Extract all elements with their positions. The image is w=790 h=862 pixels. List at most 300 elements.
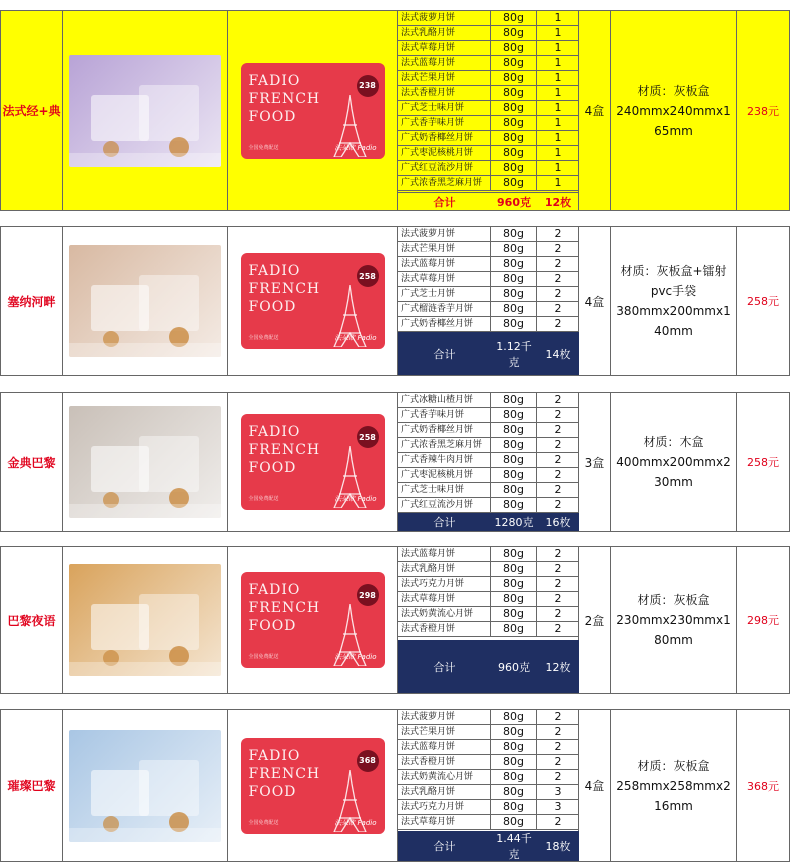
table-row [398, 287, 579, 302]
item-weight: 80g [491, 26, 537, 40]
product-photo [69, 55, 221, 167]
card-price-badge: 368 [357, 750, 379, 772]
product-row [0, 226, 790, 376]
card-footer: 全国免费配送 [248, 496, 279, 502]
card-brand-line: FRENCH [248, 90, 321, 107]
item-qty: 2 [554, 302, 562, 315]
item-qty: 2 [554, 710, 562, 723]
box-count: 2盒 [584, 613, 605, 628]
price-cell [737, 393, 790, 531]
gift-card-cell [228, 227, 398, 375]
table-row [398, 86, 579, 101]
material-text [615, 590, 732, 650]
table-row [398, 423, 579, 438]
item-qty: 3 [554, 785, 562, 798]
table-row [398, 393, 579, 408]
item-weight: 80g [491, 800, 537, 814]
table-row [398, 547, 579, 562]
product-name: 金典巴黎 [7, 455, 56, 470]
material-cell [611, 11, 737, 210]
item-weight: 80g [491, 592, 537, 606]
item-qty: 1 [554, 131, 562, 144]
item-weight: 80g [491, 577, 537, 591]
price-cell [737, 547, 790, 693]
item-name: 法式奶黄流心月饼 [398, 770, 491, 784]
item-name: 法式乳酪月饼 [398, 26, 491, 40]
item-weight: 80g [491, 317, 537, 331]
product-name: 巴黎夜语 [7, 613, 56, 628]
item-weight: 80g [491, 498, 537, 512]
card-brand-line: FOOD [248, 299, 297, 315]
item-name: 法式乳酪月饼 [398, 785, 491, 799]
item-weight: 80g [491, 287, 537, 301]
card-brand-line: FADIO [248, 424, 301, 440]
product-name-cell [0, 11, 63, 210]
item-name: 法式巧克力月饼 [398, 577, 491, 591]
item-qty: 2 [554, 547, 562, 560]
product-photo-cell [63, 393, 228, 531]
item-weight: 80g [491, 710, 537, 724]
total-weight: 960克 [498, 660, 530, 674]
card-footer: 全国免费配送 [248, 654, 279, 660]
item-name: 广式芝士味月饼 [398, 101, 491, 115]
item-weight: 80g [491, 56, 537, 70]
card-brand-line: FADIO [248, 72, 301, 89]
gift-card-cell [228, 710, 398, 861]
item-name: 法式草莓月饼 [398, 592, 491, 606]
item-weight: 80g [491, 116, 537, 130]
card-brand [249, 72, 321, 126]
items-table [398, 227, 579, 375]
card-price-badge: 258 [357, 426, 379, 448]
product-name-cell [0, 227, 63, 375]
item-name: 法式芒果月饼 [398, 725, 491, 739]
product-name-cell [0, 710, 63, 861]
gift-box-image [69, 730, 221, 842]
item-name: 广式枣泥核桃月饼 [398, 468, 491, 482]
items-table [398, 11, 579, 210]
card-brand-line: FOOD [248, 783, 297, 800]
item-name: 法式蓝莓月饼 [398, 740, 491, 754]
item-qty: 1 [554, 176, 562, 189]
gift-card [241, 253, 385, 349]
item-weight: 80g [491, 227, 537, 241]
material-text [615, 81, 732, 141]
total-row [398, 332, 579, 375]
item-name: 广式冰糖山楂月饼 [398, 393, 491, 407]
item-name: 法式奶黄流心月饼 [398, 607, 491, 621]
product-row [0, 10, 790, 211]
card-brand [249, 262, 321, 316]
product-row [0, 392, 790, 532]
total-weight: 1.44千克 [496, 832, 532, 861]
material-text [615, 432, 732, 492]
card-logo: 法朵欧 Fadio [334, 653, 377, 661]
item-qty: 2 [554, 423, 562, 436]
material-text [615, 261, 732, 341]
price: 298元 [747, 614, 779, 627]
product-photo [69, 406, 221, 518]
item-qty: 1 [554, 11, 562, 24]
item-qty: 1 [554, 146, 562, 159]
box-size: 258mmx258mmx216mm [616, 778, 731, 813]
product-photo-cell [63, 11, 228, 210]
item-name: 广式芝士味月饼 [398, 483, 491, 497]
product-name: 法式经+典 [2, 104, 61, 118]
item-qty: 2 [554, 577, 562, 590]
item-weight: 80g [491, 393, 537, 407]
material-cell [611, 227, 737, 375]
total-label: 合计 [433, 840, 456, 853]
item-weight: 80g [491, 740, 537, 754]
box-size: 380mmx200mmx140mm [616, 304, 731, 338]
card-footer: 全国免费配送 [248, 819, 279, 826]
table-row [398, 176, 579, 191]
material-text [615, 756, 732, 816]
table-row [398, 317, 579, 332]
item-qty: 2 [554, 725, 562, 738]
table-row [398, 622, 579, 637]
table-row [398, 272, 579, 287]
item-qty: 2 [554, 607, 562, 620]
table-row [398, 438, 579, 453]
card-logo: 法朵欧 Fadio [334, 495, 377, 503]
item-qty: 1 [554, 26, 562, 39]
product-photo-cell [63, 227, 228, 375]
total-qty: 16枚 [545, 516, 571, 529]
table-row [398, 468, 579, 483]
table-row [398, 302, 579, 317]
item-weight: 80g [491, 725, 537, 739]
item-qty: 2 [554, 468, 562, 481]
table-row [398, 562, 579, 577]
item-name: 法式草莓月饼 [398, 815, 491, 829]
box-size: 230mmx230mmx180mm [616, 613, 731, 647]
item-weight: 80g [491, 101, 537, 115]
item-name: 广式奶香椰丝月饼 [398, 131, 491, 145]
item-name: 广式浓香黑芝麻月饼 [398, 438, 491, 452]
table-row [398, 725, 579, 740]
item-qty: 2 [554, 453, 562, 466]
total-weight: 1280克 [494, 516, 534, 529]
item-qty: 2 [554, 498, 562, 511]
item-qty: 2 [554, 770, 562, 783]
gift-card [241, 738, 385, 834]
item-name: 广式奶香椰丝月饼 [398, 423, 491, 437]
item-name: 法式巧克力月饼 [398, 800, 491, 814]
price: 368元 [747, 779, 779, 793]
total-qty: 14枚 [545, 347, 571, 361]
item-weight: 80g [491, 423, 537, 437]
item-weight: 80g [491, 176, 537, 190]
card-brand-line: FRENCH [248, 600, 321, 616]
item-qty: 2 [554, 393, 562, 406]
card-logo: 法朵欧 Fadio [334, 334, 377, 342]
box-count-cell [579, 227, 611, 375]
card-brand-line: FADIO [248, 747, 301, 764]
item-qty: 2 [554, 438, 562, 451]
total-row [398, 640, 579, 693]
items-table [398, 393, 579, 531]
table-row [398, 815, 579, 830]
item-qty: 2 [554, 272, 562, 285]
item-name: 广式香芋味月饼 [398, 116, 491, 130]
card-footer: 全国免费配送 [248, 335, 279, 341]
item-qty: 1 [554, 116, 562, 129]
card-brand-line: FADIO [248, 263, 301, 279]
item-weight: 80g [491, 785, 537, 799]
item-name: 广式香芋味月饼 [398, 408, 491, 422]
items-table [398, 547, 579, 693]
product-name-cell [0, 393, 63, 531]
item-qty: 2 [554, 740, 562, 753]
item-weight: 80g [491, 242, 537, 256]
card-logo: 法朵欧 Fadio [334, 143, 377, 152]
table-row [398, 101, 579, 116]
table-row [398, 498, 579, 513]
table-row [398, 41, 579, 56]
gift-card-cell [228, 547, 398, 693]
box-count-cell [579, 393, 611, 531]
material-label: 材质：灰板盒+镭射pvc手袋 [620, 264, 727, 298]
box-size: 240mmx240mmx165mm [616, 103, 731, 138]
price: 258元 [747, 295, 779, 308]
table-row [398, 131, 579, 146]
total-row [398, 831, 579, 861]
price-cell [737, 227, 790, 375]
card-brand-line: FADIO [248, 582, 301, 598]
table-row [398, 577, 579, 592]
item-weight: 80g [491, 131, 537, 145]
item-weight: 80g [491, 770, 537, 784]
card-brand [249, 747, 321, 801]
item-name: 广式浓香黑芝麻月饼 [398, 176, 491, 190]
item-weight: 80g [491, 622, 537, 636]
item-name: 法式芒果月饼 [398, 71, 491, 85]
item-weight: 80g [491, 302, 537, 316]
item-weight: 80g [491, 547, 537, 561]
table-row [398, 770, 579, 785]
table-row [398, 242, 579, 257]
item-qty: 3 [554, 800, 562, 813]
table-row [398, 257, 579, 272]
product-name-cell [0, 547, 63, 693]
product-name: 璀璨巴黎 [7, 779, 56, 793]
item-name: 法式香橙月饼 [398, 622, 491, 636]
table-row [398, 785, 579, 800]
gift-box-image [69, 245, 221, 357]
item-weight: 80g [491, 755, 537, 769]
gift-card [241, 572, 385, 668]
box-count-cell [579, 11, 611, 210]
item-name: 法式草莓月饼 [398, 272, 491, 286]
item-name: 法式乳酪月饼 [398, 562, 491, 576]
card-price-badge: 258 [357, 265, 379, 287]
total-qty: 18枚 [545, 840, 571, 853]
card-brand-line: FRENCH [248, 281, 321, 297]
card-price-badge: 298 [357, 584, 379, 606]
product-photo [69, 564, 221, 676]
card-brand-line: FOOD [248, 108, 297, 125]
item-weight: 80g [491, 468, 537, 482]
item-qty: 2 [554, 317, 562, 330]
item-weight: 80g [491, 11, 537, 25]
item-qty: 2 [554, 622, 562, 635]
table-row [398, 161, 579, 176]
item-qty: 1 [554, 86, 562, 99]
item-weight: 80g [491, 408, 537, 422]
box-count-cell [579, 547, 611, 693]
table-row [398, 710, 579, 725]
product-name: 塞纳河畔 [7, 294, 56, 309]
price-cell [737, 11, 790, 210]
table-row [398, 453, 579, 468]
item-name: 法式芒果月饼 [398, 242, 491, 256]
table-row [398, 26, 579, 41]
item-weight: 80g [491, 483, 537, 497]
item-name: 法式菠萝月饼 [398, 710, 491, 724]
item-qty: 2 [554, 257, 562, 270]
total-weight: 1.12千克 [496, 339, 532, 369]
total-row [398, 192, 579, 210]
item-name: 法式香橙月饼 [398, 86, 491, 100]
gift-box-image [69, 55, 221, 167]
table-row [398, 116, 579, 131]
card-brand-line: FOOD [248, 460, 297, 476]
item-qty: 2 [554, 242, 562, 255]
item-qty: 2 [554, 815, 562, 828]
item-name: 法式草莓月饼 [398, 41, 491, 55]
price: 258元 [747, 456, 779, 469]
item-name: 广式芝士月饼 [398, 287, 491, 301]
material-cell [611, 547, 737, 693]
gift-card [241, 414, 385, 510]
item-weight: 80g [491, 161, 537, 175]
gift-card-cell [228, 393, 398, 531]
item-qty: 1 [554, 41, 562, 54]
item-qty: 1 [554, 56, 562, 69]
material-cell [611, 393, 737, 531]
item-weight: 80g [491, 438, 537, 452]
item-name: 法式菠萝月饼 [398, 227, 491, 241]
table-row [398, 592, 579, 607]
product-row [0, 709, 790, 862]
item-name: 广式香辣牛肉月饼 [398, 453, 491, 467]
box-size: 400mmx200mmx230mm [616, 455, 731, 489]
item-weight: 80g [491, 146, 537, 160]
box-count: 4盒 [584, 104, 605, 118]
table-row [398, 56, 579, 71]
item-qty: 2 [554, 287, 562, 300]
box-count: 3盒 [584, 455, 605, 470]
box-count: 4盒 [584, 779, 605, 793]
item-weight: 80g [491, 562, 537, 576]
item-qty: 2 [554, 227, 562, 240]
item-weight: 80g [491, 71, 537, 85]
item-name: 广式红豆流沙月饼 [398, 498, 491, 512]
item-qty: 1 [554, 101, 562, 114]
item-qty: 2 [554, 483, 562, 496]
item-weight: 80g [491, 86, 537, 100]
card-price-badge: 238 [357, 75, 379, 97]
product-photo [69, 245, 221, 357]
card-brand-line: FRENCH [248, 442, 321, 458]
total-label: 合计 [433, 660, 456, 674]
gift-box-image [69, 406, 221, 518]
table-row [398, 607, 579, 622]
price-cell [737, 710, 790, 861]
total-qty: 12枚 [544, 195, 572, 209]
item-name: 法式蓝莓月饼 [398, 56, 491, 70]
item-qty: 2 [554, 592, 562, 605]
item-name: 法式蓝莓月饼 [398, 547, 491, 561]
table-row [398, 146, 579, 161]
card-footer: 全国免费配送 [248, 144, 279, 151]
box-count: 4盒 [584, 294, 605, 309]
item-qty: 2 [554, 408, 562, 421]
item-qty: 2 [554, 755, 562, 768]
table-row [398, 755, 579, 770]
item-weight: 80g [491, 607, 537, 621]
total-label: 合计 [433, 347, 456, 361]
gift-box-image [69, 564, 221, 676]
total-weight: 960克 [497, 195, 531, 209]
table-row [398, 740, 579, 755]
material-label: 材质：灰板盒 [637, 593, 710, 607]
item-name: 法式香橙月饼 [398, 755, 491, 769]
material-label: 材质：木盒 [643, 435, 704, 449]
item-weight: 80g [491, 815, 537, 829]
item-name: 法式蓝莓月饼 [398, 257, 491, 271]
material-label: 材质：灰板盒 [637, 83, 710, 98]
item-weight: 80g [491, 257, 537, 271]
table-row [398, 11, 579, 26]
item-weight: 80g [491, 272, 537, 286]
material-label: 材质：灰板盒 [637, 758, 710, 773]
material-cell [611, 710, 737, 861]
table-row [398, 408, 579, 423]
table-row [398, 483, 579, 498]
items-table [398, 710, 579, 861]
item-qty: 1 [554, 71, 562, 84]
item-name: 广式奶香椰丝月饼 [398, 317, 491, 331]
card-brand-line: FOOD [248, 618, 297, 634]
table-row [398, 227, 579, 242]
item-name: 广式榴涟香芋月饼 [398, 302, 491, 316]
card-brand-line: FRENCH [248, 765, 321, 782]
item-name: 法式菠萝月饼 [398, 11, 491, 25]
item-name: 广式红豆流沙月饼 [398, 161, 491, 175]
product-row [0, 546, 790, 694]
item-weight: 80g [491, 453, 537, 467]
total-label: 合计 [433, 516, 456, 529]
product-photo-cell [63, 710, 228, 861]
product-photo [69, 730, 221, 842]
item-weight: 80g [491, 41, 537, 55]
table-row [398, 71, 579, 86]
card-brand [249, 581, 321, 635]
item-qty: 2 [554, 562, 562, 575]
box-count-cell [579, 710, 611, 861]
product-photo-cell [63, 547, 228, 693]
total-label: 合计 [433, 195, 456, 209]
price: 238元 [747, 104, 779, 118]
gift-card [241, 63, 385, 159]
card-brand [249, 423, 321, 477]
total-row [398, 513, 579, 531]
gift-card-cell [228, 11, 398, 210]
total-qty: 12枚 [545, 660, 571, 674]
